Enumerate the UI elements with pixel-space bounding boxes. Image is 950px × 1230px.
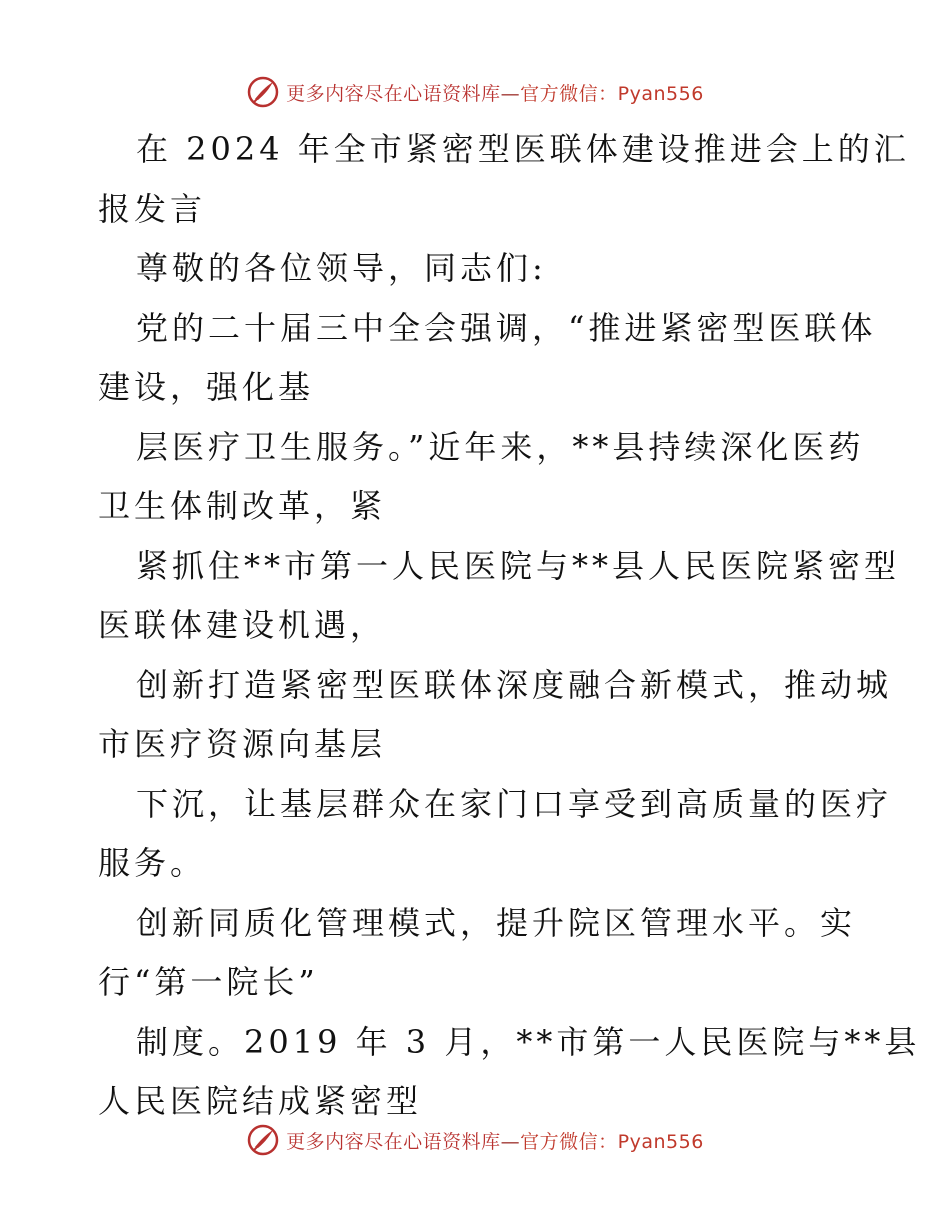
text-line: 建设，强化基 [98, 368, 315, 406]
text-line: 党的二十届三中全会强调，“推进紧密型医联体 [136, 308, 877, 347]
watermark-text: 更多内容尽在心语资料库—官方微信：Pyan556 [286, 82, 704, 105]
watermark-header [0, 72, 950, 112]
text-line: 在 2024 年全市紧密型医联体建设推进会上的汇 [136, 130, 910, 168]
text-line: 市医疗资源向基层 [98, 725, 387, 763]
document-body [98, 120, 921, 1132]
text-line: 报发言 [98, 189, 207, 228]
quill-logo-icon [246, 75, 280, 109]
text-line: 创新打造紧密型医联体深度融合新模式，推动城 [136, 665, 893, 704]
text-line: 人民医院结成紧密型 [98, 1082, 423, 1120]
text-line: 尊敬的各位领导，同志们: [136, 249, 547, 287]
text-line: 医联体建设机遇， [98, 606, 387, 644]
text-line: 服务。 [98, 844, 207, 882]
text-line: 紧抓住**市第一人民医院与**县人民医院紧密型 [136, 546, 901, 585]
watermark-footer [0, 1120, 950, 1160]
text-line: 行“第一院长” [98, 963, 319, 1001]
text-line: 创新同质化管理模式，提升院区管理水平。实 [136, 903, 857, 942]
text-line: 卫生体制改革，紧 [98, 487, 387, 525]
text-line: 制度。2019 年 3 月，**市第一人民医院与**县 [136, 1022, 921, 1061]
text-line: 层医疗卫生服务。”近年来，**县持续深化医药 [136, 427, 865, 466]
quill-logo-icon [246, 1123, 280, 1157]
watermark-text: 更多内容尽在心语资料库—官方微信：Pyan556 [286, 1130, 704, 1153]
text-line: 下沉，让基层群众在家门口享受到高质量的医疗 [136, 784, 893, 823]
